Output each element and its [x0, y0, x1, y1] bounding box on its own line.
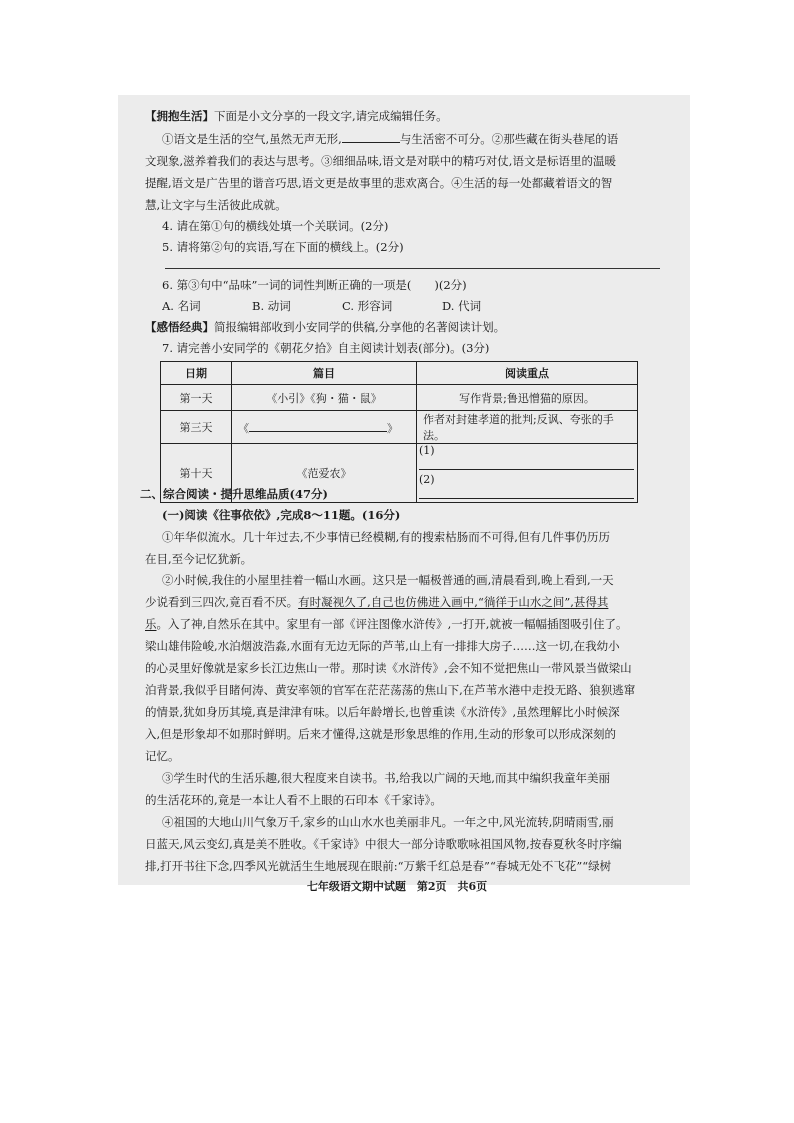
- row-title: 《小引》《狗・猫・鼠》: [232, 385, 417, 411]
- para2-line: 少说看到三四次,竟百看不厌。有时凝视久了,自己也仿佛进入画中,“徜徉于山水之间”,甚得其: [145, 595, 609, 609]
- option-c[interactable]: C. 形容词: [342, 299, 393, 313]
- para2-line: 入,但是形象却不如那时鲜明。后来才懂得,这就是形象思维的作用,生动的形象可以形成深刻的: [145, 727, 616, 741]
- question-7: 7. 请完善小安同学的《朝花夕拾》自主阅读计划表(部分)。(3分): [162, 341, 490, 355]
- row-focus: (1) (2): [417, 444, 638, 503]
- section-title: 【感悟经典】: [145, 320, 214, 334]
- para4-line: ④祖国的大地山川气象万千,家乡的山山水水也美丽非凡。一年之中,风光流转,阴晴雨雪,丽: [162, 815, 614, 829]
- para2-line: 梁山雄伟险峻,水泊烟波浩淼,水面有无边无际的芦苇,山上有一排排大房子……这一切,在我幼小: [145, 639, 620, 653]
- section-intro: 下面是小文分享的一段文字,请完成编辑任务。: [214, 109, 448, 123]
- row-title: 《 》: [232, 411, 417, 444]
- part2-heading: 二、综合阅读・提升思维品质(47分): [140, 487, 328, 501]
- row-date: 第十天: [161, 444, 232, 503]
- section-title: 【拥抱生活】: [145, 109, 214, 123]
- row-focus: 写作背景;鲁迅憎猫的原因。: [417, 385, 638, 411]
- column-header: 日期: [161, 362, 232, 385]
- row-date: 第三天: [161, 411, 232, 444]
- answer-blank[interactable]: [342, 130, 400, 143]
- para1-line: 在目,至今记忆犹新。: [145, 552, 253, 566]
- option-b[interactable]: B. 动词: [252, 299, 291, 313]
- para3-line: ③学生时代的生活乐趣,很大程度来自读书。书,给我以广阔的天地,而其中编织我童年美丽: [162, 771, 610, 785]
- row-title: 《范爱农》: [232, 444, 417, 503]
- para2-line: 的心灵里好像就是家乡长江边焦山一带。那时读《水浒传》,会不知不觉把焦山一带风景当做梁山: [145, 661, 632, 675]
- answer-line[interactable]: [165, 268, 660, 269]
- table-header-row: [161, 362, 638, 385]
- row-focus: 作者对封建孝道的批判;反讽、夸张的手法。: [417, 411, 638, 444]
- reading-plan-table: [160, 361, 638, 503]
- question-6: 6. 第③句中“品味”一词的词性判断正确的一项是( )(2分): [162, 278, 467, 292]
- title-answer-blank[interactable]: [249, 419, 387, 432]
- passage-line: 慧,让文字与生活彼此成就。: [145, 198, 287, 212]
- reading-subheading: (一)阅读《往事依依》,完成8～11题。(16分): [162, 508, 401, 522]
- question-6-options: [162, 296, 660, 316]
- para1-line: ①年华似流水。几十年过去,不少事情已经模糊,有的搜索枯肠而不可得,但有几件事仍历历: [162, 530, 610, 544]
- section-intro: 简报编辑部收到小安同学的供稿,分享他的名著阅读计划。: [214, 320, 506, 334]
- option-a[interactable]: A. 名词: [162, 299, 201, 313]
- section-embrace-life: [145, 106, 660, 126]
- passage-line: ①语文是生活的空气,虽然无声无形, 与生活密不可分。②那些藏在街头巷尾的语: [162, 132, 619, 146]
- underlined-sentence-end: 乐: [145, 617, 157, 631]
- para2-line: 记忆。: [145, 749, 180, 763]
- para3-line: 的生活花环的,竟是一本让人看不上眼的石印本《千家诗》。: [145, 793, 442, 807]
- para4-line: 排,打开书往下念,四季风光就活生生地展现在眼前:“万紫千红总是春”“春城无处不飞花”“绿树: [145, 859, 612, 873]
- row-date: 第一天: [161, 385, 232, 411]
- para2-line: 泊背景,我似乎目睹何涛、黄安率领的官军在茫茫荡荡的焦山下,在芦苇水港中走投无路、狼狈逃窜: [145, 683, 636, 697]
- question-5: 5. 请将第②句的宾语,写在下面的横线上。(2分): [162, 240, 404, 254]
- passage-line: 提醒,语文是广告里的谐音巧思,语文更是故事里的悲欢离合。④生活的每一处都藏着语文的智: [145, 176, 613, 190]
- para4-line: 日蓝天,风云变幻,真是美不胜收。《千家诗》中很大一部分诗歌歌咏祖国风物,按春夏秋冬时序编: [145, 837, 622, 851]
- para2-line: ②小时候,我住的小屋里挂着一幅山水画。这只是一幅极普通的画,清晨看到,晚上看到,一天: [162, 573, 614, 587]
- para2-line: 乐。入了神,自然乐在其中。家里有一部《评注图像水浒传》,一打开,就被一幅幅插图吸引住了。: [145, 617, 628, 631]
- table-row: [161, 385, 638, 411]
- column-header: 篇目: [232, 362, 417, 385]
- table-row: [161, 411, 638, 444]
- focus-answer-blank-1[interactable]: [419, 457, 634, 470]
- page-footer: 七年级语文期中试题 第2页 共6页: [306, 880, 488, 893]
- section-classics: [145, 317, 660, 337]
- underlined-sentence: 有时凝视久了,自己也仿佛进入画中,“徜徉于山水之间”,甚得其: [298, 595, 609, 609]
- para2-line: 的情景,犹如身历其境,真是津津有味。以后年龄增长,也曾重读《水浒传》,虽然理解比小时候深: [145, 705, 620, 719]
- option-d[interactable]: D. 代词: [442, 299, 482, 313]
- question-4: 4. 请在第①句的横线处填一个关联词。(2分): [162, 219, 389, 233]
- passage-line: 文现象,滋养着我们的表达与思考。③细细品味,语文是对联中的精巧对仗,语文是标语里的温暖: [145, 154, 616, 168]
- column-header: 阅读重点: [417, 362, 638, 385]
